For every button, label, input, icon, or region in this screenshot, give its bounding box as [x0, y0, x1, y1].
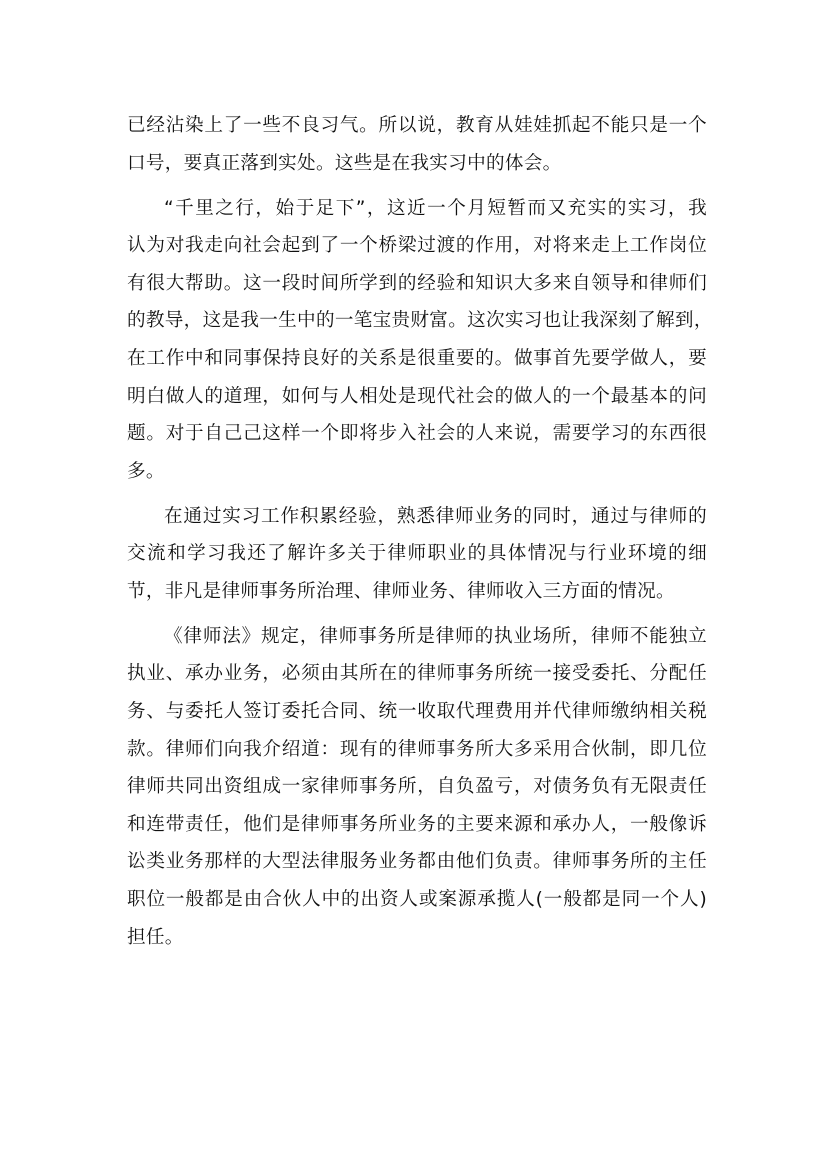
text-line: 执业、承办业务，必须由其所在的律师事务所统一接受委托、分配任 — [127, 663, 707, 685]
text-line: 多。 — [127, 460, 165, 482]
paragraph-1 — [127, 107, 707, 182]
text-line: 在通过实习工作积累经验，熟悉律师业务的同时，通过与律师的 — [164, 505, 707, 527]
text-line: 在工作中和同事保持良好的关系是很重要的。做事首先要学做人，要 — [127, 347, 707, 369]
text-line: 口号，要真正落到实处。这些是在我实习中的体会。 — [127, 152, 562, 174]
text-line: 已经沾染上了一些不良习气。所以说，教育从娃娃抓起不能只是一个 — [127, 115, 707, 136]
text-line: 和连带责任，他们是律师事务所业务的主要来源和承办人，一般像诉 — [127, 813, 707, 835]
text-line: 务、与委托人签订委托合同、统一收取代理费用并代律师缴纳相关税 — [127, 701, 707, 723]
paragraph-4 — [127, 618, 707, 956]
text-line: 《律师法》规定，律师事务所是律师的执业场所，律师不能独立 — [164, 625, 707, 647]
text-line: 节，非凡是律师事务所治理、律师业务、律师收入三方面的情况。 — [127, 580, 675, 602]
text-line: 明白做人的道理，如何与人相处是现代社会的做人的一个最基本的问 — [127, 385, 707, 407]
paragraph-3 — [127, 498, 707, 611]
text-line: 交流和学习我还了解许多关于律师职业的具体情况与行业环境的细 — [127, 543, 707, 565]
paragraph-2 — [127, 190, 713, 491]
text-line: 职位一般都是由合伙人中的出资人或案源承揽人(一般都是同一个人) — [127, 889, 707, 911]
document-body — [127, 107, 713, 956]
text-line: 律师共同出资组成一家律师事务所，自负盈亏，对债务负有无限责任 — [127, 776, 707, 798]
text-line: “千里之行，始于足下”，这近一个月短暂而又充实的实习，我 — [164, 197, 707, 219]
text-line: 款。律师们向我介绍道：现有的律师事务所大多采用合伙制，即几位 — [127, 738, 707, 760]
text-line: 有很大帮助。这一段时间所学到的经验和知识大多来自领导和律师们 — [127, 272, 707, 294]
text-line: 认为对我走向社会起到了一个桥梁过渡的作用，对将来走上工作岗位 — [127, 235, 707, 257]
text-line: 担任。 — [127, 926, 184, 948]
text-line: 讼类业务那样的大型法律服务业务都由他们负责。律师事务所的主任 — [127, 851, 707, 873]
text-line: 题。对于自己己这样一个即将步入社会的人来说，需要学习的东西很 — [127, 423, 707, 445]
text-line: 的教导，这是我一生中的一笔宝贵财富。这次实习也让我深刻了解到， — [127, 310, 713, 332]
